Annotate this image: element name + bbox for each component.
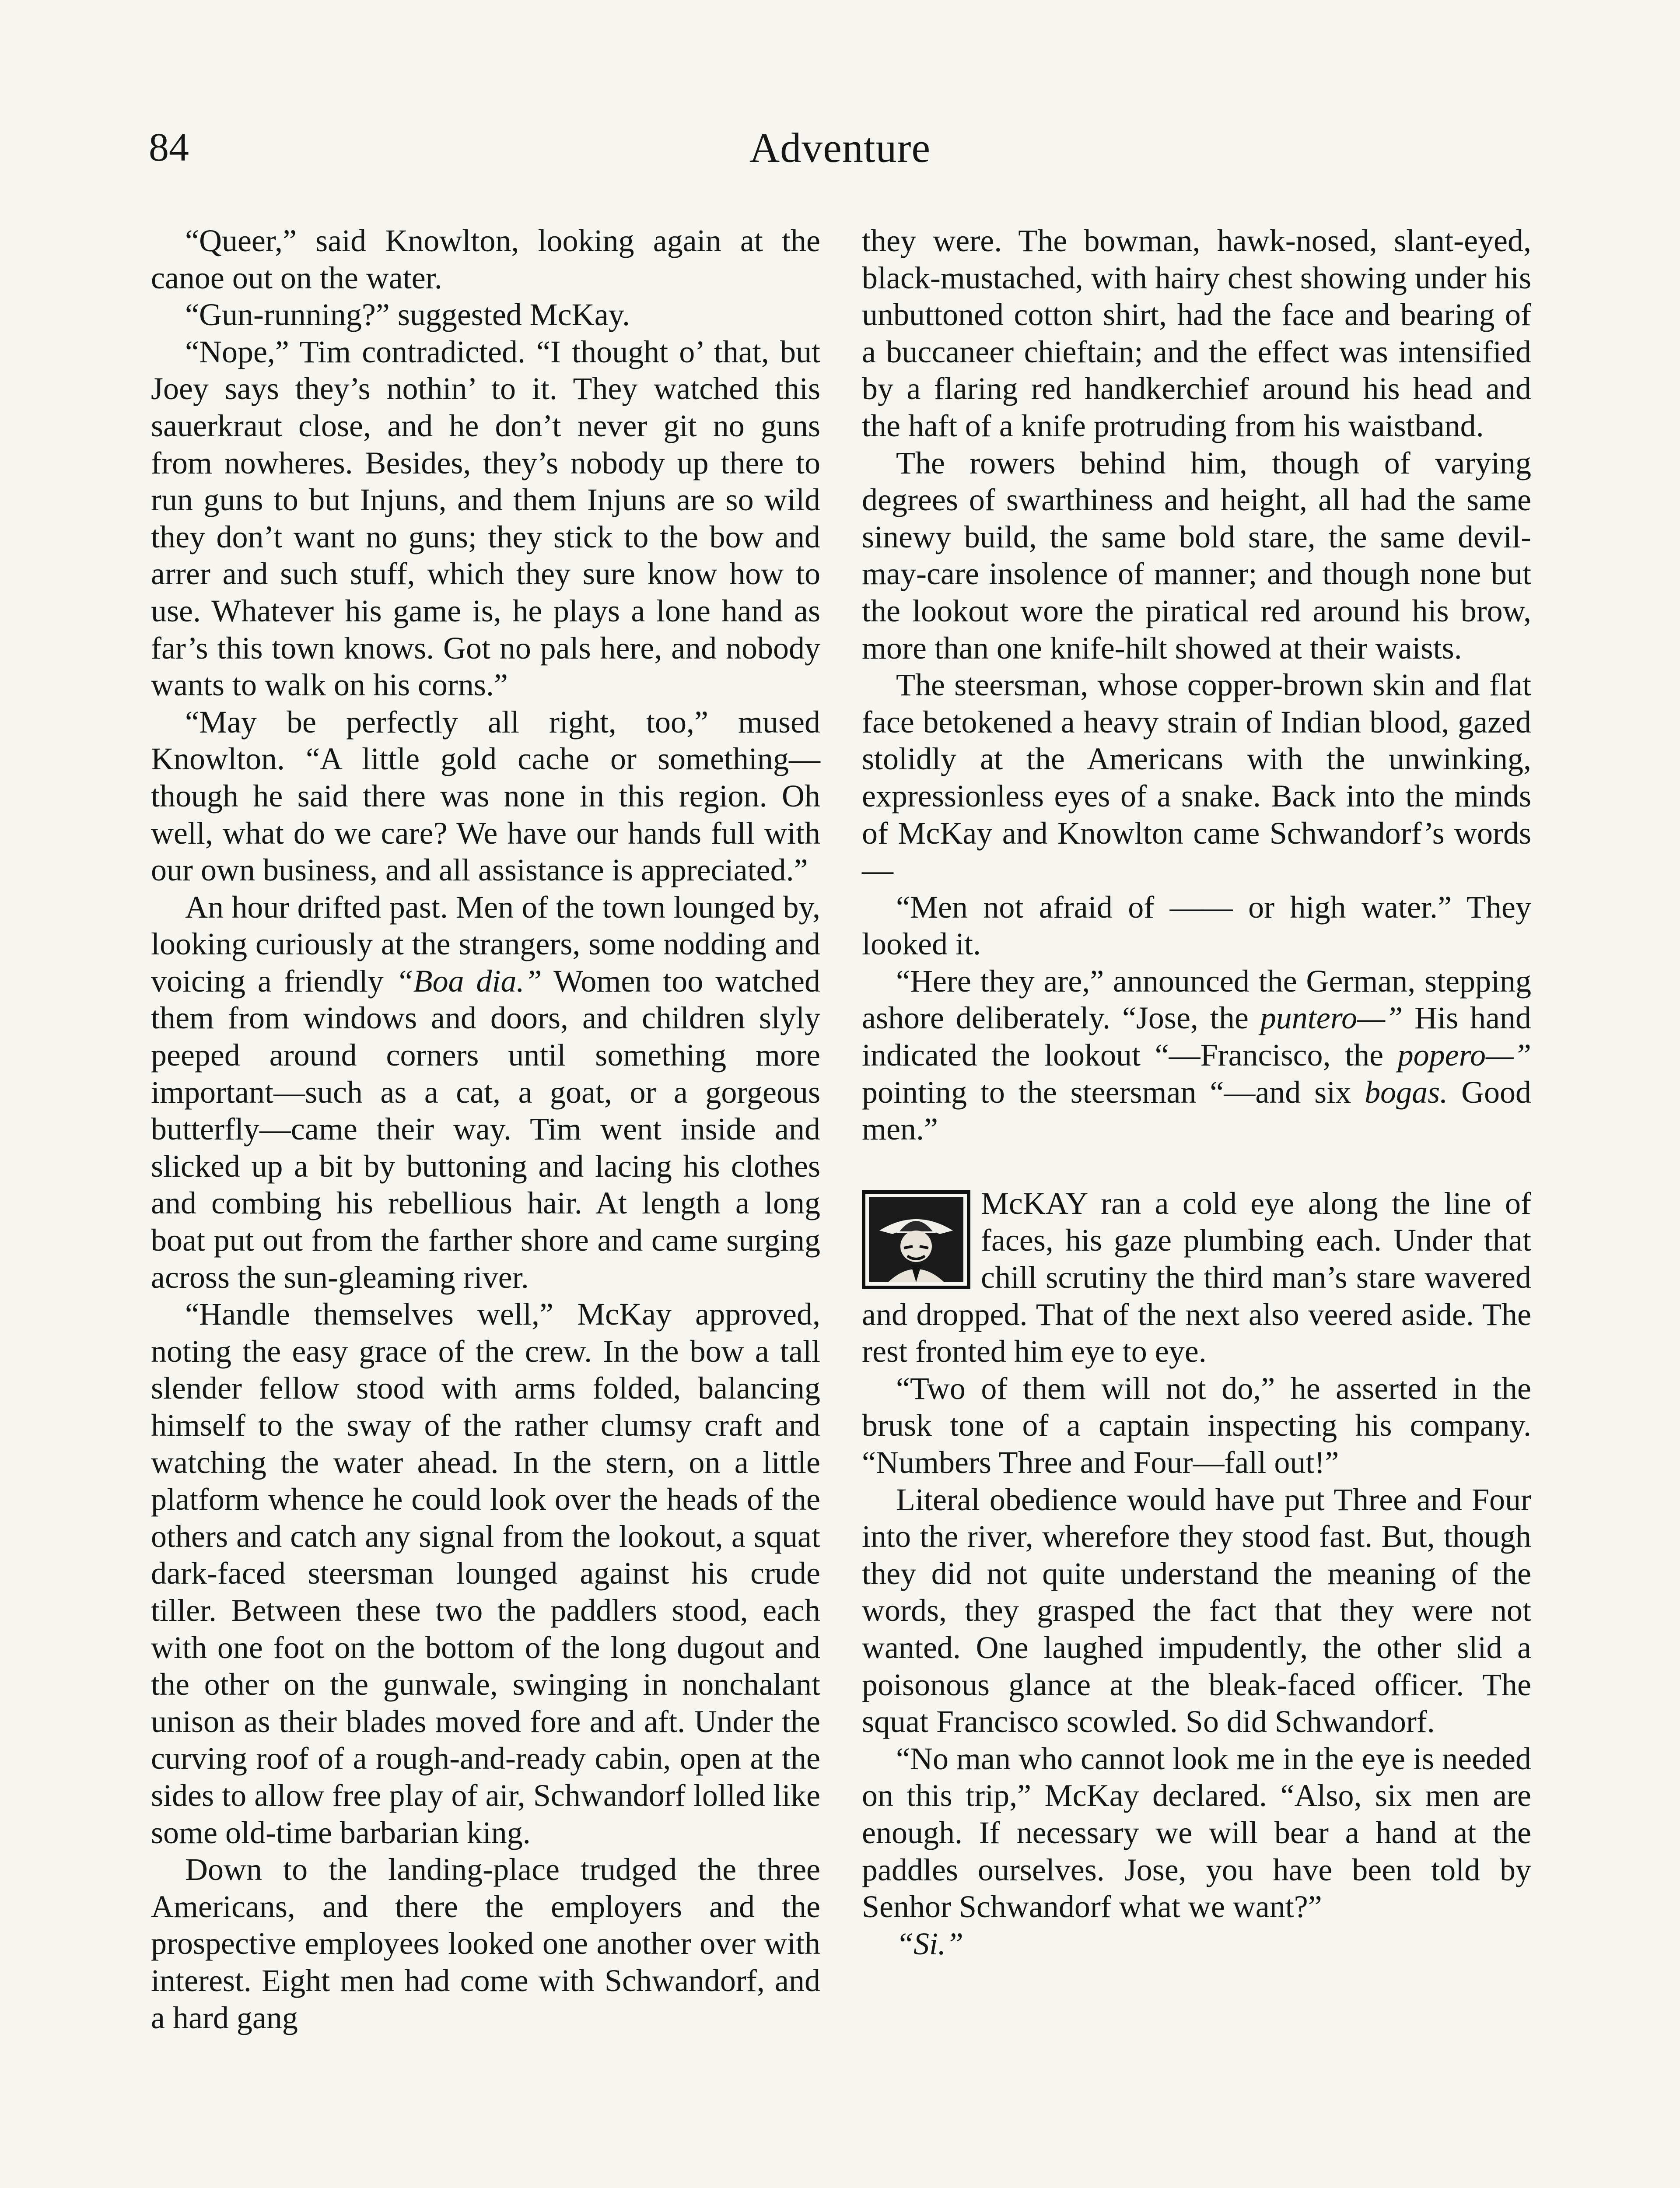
paragraph: “No man who cannot look me in the eye is needed on this trip,” McKay declared. “Also, six men are enough. If necessary we will bear a hand at the paddles ourselves. Jose, you have been told by Senhor Schwandorf what we want?” (862, 1741, 1531, 1925)
text-run: His hand indicated the lookout “—Francisco, the (862, 1000, 1532, 1073)
paragraph (862, 963, 1531, 1148)
right-column (862, 222, 1531, 1962)
italic-phrase: “Boa dia.” (396, 963, 542, 999)
paragraph: The steersman, whose copper-brown skin and flat face betokened a heavy strain of Indian blood, gazed stolidly at the Americans with the unwinking, expressionless eyes of a snake. Back into the minds of McKay and Knowlton came Schwandorf’s words— (862, 667, 1531, 888)
section-break (862, 1148, 1531, 1185)
text-run: An hour drifted past. Men of the town lounged by, looking curiously at the strangers, some nodding and voicing a friendly (151, 889, 820, 999)
paragraph (151, 889, 820, 1296)
italic-phrase: puntero—” (1260, 1000, 1403, 1036)
left-column (151, 222, 820, 2036)
text-run: Good men.” (862, 1074, 1532, 1147)
paragraph: “Queer,” said Knowlton, looking again at the canoe out on the water. (151, 223, 820, 295)
running-title: Adventure (749, 124, 931, 171)
paragraph: they were. The bowman, hawk-nosed, slant-eyed, black-mustached, with hairy chest showing under his unbuttoned cotton shirt, had the face and bearing of a buccaneer chieftain; and the effect was intensified by a flaring red handkerchief around his head and the haft of a knife protruding from his waistband. (862, 223, 1531, 443)
italic-phrase: popero—” (1397, 1038, 1532, 1073)
italic-phrase: “Si.” (896, 1926, 964, 1961)
paragraph (862, 1925, 1531, 1963)
paragraph: “Nope,” Tim contradicted. “I thought o’ that, but Joey says they’s nothin’ to it. They watched this sauerkraut close, and he don’t never git no guns from nowheres. Besides, they’s nobody up there to run guns to but Injuns, and them Injuns are so wild they don’t want no guns; they stick to the bow and arrer and such stuff, which they sure know how to use. Whatever his game is, he plays a lone hand as far’s this town knows. Got no pals here, and nobody wants to walk on his corns.” (151, 334, 820, 703)
paragraph: “Men not afraid of —— or high water.” They looked it. (862, 889, 1531, 962)
man-in-hat-vignette-icon (862, 1190, 970, 1289)
page-number: 84 (149, 125, 189, 169)
paragraph: “May be perfectly all right, too,” mused Knowlton. “A little gold cache or something—though he said there was none in this region. Oh well, what do we care? We have our hands full with our own business, and all assistance is appreciated.” (151, 704, 820, 888)
paragraph: The rowers behind him, though of varying degrees of swarthiness and height, all had the same sinewy build, the same bold stare, the same devil-may-care insolence of manner; and though none but the lookout wore the piratical red around his brow, more than one knife-hilt showed at their waists. (862, 445, 1531, 666)
text-run: “Here they are,” announced the German, stepping ashore deliberately. “Jose, the (862, 963, 1531, 1036)
paragraph: “Gun-running?” suggested McKay. (185, 297, 630, 333)
paragraph: “Two of them will not do,” he asserted in the brusk tone of a captain inspecting his company. “Numbers Three and Four—fall out!” (862, 1371, 1531, 1480)
text-run: Women too watched them from windows and doors, and children slyly peeped around corners until something more important—such as a cat, a goat, or a gorgeous butterfly—came their way. Tim went inside and slicked up a bit by buttoning and lacing his clothes and combing his rebellious hair. At length a long boat put out from the farther shore and came surging across the sun-gleaming river. (151, 963, 820, 1295)
paragraph: Down to the landing-place trudged the three Americans, and there the employers and the prospective employees looked one another over with interest. Eight men had come with Schwandorf, and a hard gang (151, 1852, 820, 2035)
paragraph: “Handle themselves well,” McKay approved, noting the easy grace of the crew. In the bow a tall slender fellow stood with arms folded, balancing himself to the sway of the rather clumsy craft and watching the water ahead. In the stern, on a little platform whence he could look over the heads of the others and catch any signal from the lookout, a squat dark-faced steersman lounged against his crude tiller. Between these two the paddlers stood, each with one foot on the bottom of the long dugout and the other on the gunwale, swinging in nonchalant unison as their blades moved fore and aft. Under the curving roof of a rough-and-ready cabin, open at the sides to allow free play of air, Schwandorf lolled like some old-time barbarian king. (151, 1297, 820, 1850)
text-run: McKAY ran a cold eye along the line of faces, his gaze plumbing each. Under that chill scrutiny the third man’s stare wavered and dropped. That of the next also veered aside. The rest fronted him eye to eye. (862, 1185, 1531, 1369)
paragraph (862, 1185, 1531, 1370)
text-run: pointing to the steersman “—and six (862, 1074, 1351, 1110)
italic-phrase: bogas. (1365, 1074, 1448, 1110)
paragraph: Literal obedience would have put Three and Four into the river, wherefore they stood fast. But, though they did not quite understand the meaning of the words, they grasped the fact that they were not wanted. One laughed impudently, the other slid a poisonous glance at the bleak-faced officer. The squat Francisco scowled. So did Schwandorf. (862, 1482, 1531, 1739)
